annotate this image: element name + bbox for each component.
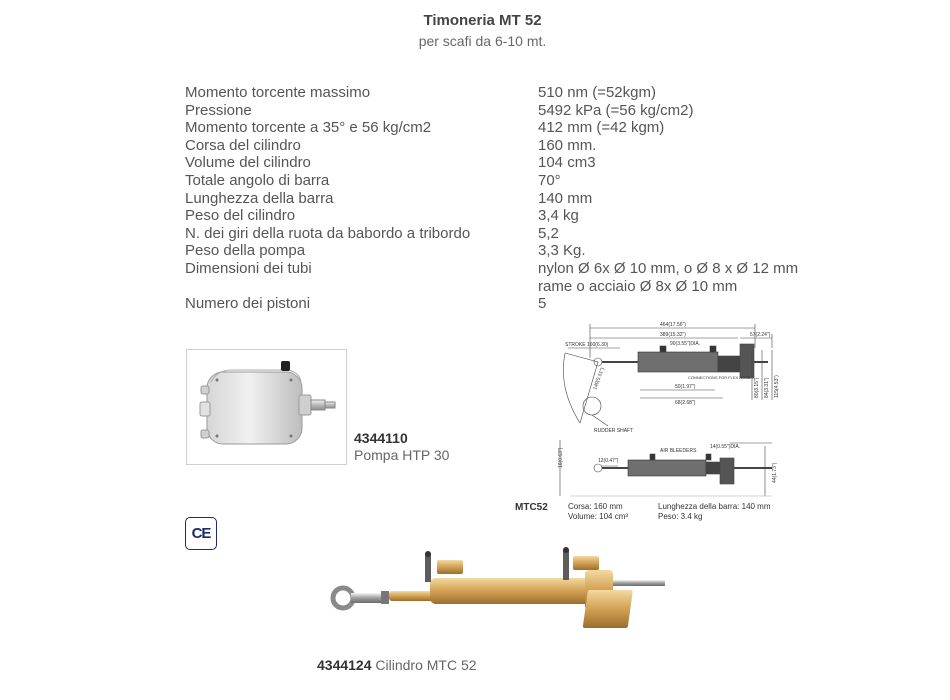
pump-illustration xyxy=(187,350,346,464)
pump-code: 4344110 xyxy=(354,430,408,446)
spec-row xyxy=(185,278,798,296)
spec-peso: Peso: 3.4 kg xyxy=(658,512,703,521)
spec-value: 140 mm xyxy=(538,189,593,207)
dimension-label: 44(1.73") xyxy=(772,462,778,483)
spec-label: Peso del cilindro xyxy=(185,207,296,225)
drawing-label: RUDDER SHAFT xyxy=(594,428,634,434)
cylinder-photo xyxy=(325,540,670,640)
spec-value: 70° xyxy=(538,171,561,189)
dimension-label: 50(1.97") xyxy=(675,384,696,390)
dimension-label: 14(0.55")DIA. xyxy=(710,444,741,450)
spec-row xyxy=(185,84,798,102)
page-subtitle: per scafi da 6-10 mt. xyxy=(418,33,547,49)
dimension-label: STROKE 160(6.30) xyxy=(565,342,609,348)
pump-name: Pompa HTP 30 xyxy=(354,447,450,463)
spec-volume: Volume: 104 cm³ xyxy=(568,512,629,521)
spec-value: 510 nm (=52kgm) xyxy=(538,84,656,101)
spec-label: Pressione xyxy=(185,101,252,119)
spec-label: Totale angolo di barra xyxy=(185,171,330,189)
dimension-label: 140(5.51") xyxy=(592,366,606,391)
dimension-label: 84(3.31") xyxy=(764,377,770,398)
pump-photo xyxy=(186,349,347,465)
spec-label: Numero dei pistoni xyxy=(185,295,311,313)
dimension-label: 16(0.63") xyxy=(558,447,564,468)
dimension-label: 115(4.53") xyxy=(774,375,780,398)
spec-row xyxy=(185,137,798,155)
spec-label: Dimensioni dei tubi xyxy=(185,259,312,277)
ce-mark: CE xyxy=(185,517,217,550)
spec-value: 5,2 xyxy=(538,224,559,242)
spec-value: 3,4 kg xyxy=(538,207,579,225)
spec-value: nylon Ø 6x Ø 10 mm, o Ø 8 x Ø 12 mm xyxy=(538,259,799,277)
spec-label xyxy=(185,278,538,296)
cylinder-name: Cilindro MTC 52 xyxy=(375,657,477,673)
spec-label: Peso della pompa xyxy=(185,242,306,260)
spec-row xyxy=(185,295,798,313)
spec-value: 3,3 Kg. xyxy=(538,242,586,260)
spec-row xyxy=(185,260,798,278)
dimension-label: 389(15.32") xyxy=(660,332,686,338)
spec-value: rame o acciaio Ø 8x Ø 10 mm xyxy=(538,277,738,295)
cylinder-code: 4344124 xyxy=(317,657,372,673)
cylinder-caption xyxy=(317,657,477,673)
spec-label: N. dei giri della ruota da babordo a tribordo xyxy=(185,224,471,242)
spec-value: 5492 kPa (=56 kg/cm2) xyxy=(538,101,694,119)
spec-row xyxy=(185,225,798,243)
spec-label: Volume del cilindro xyxy=(185,154,311,172)
spec-label: Momento torcente massimo xyxy=(185,84,371,101)
drawing-code: MTC52 xyxy=(515,502,548,513)
spec-row xyxy=(185,207,798,225)
technical-drawing xyxy=(510,318,790,523)
spec-corsa: Corsa: 160 mm xyxy=(568,502,623,511)
dimension-label: 80(3.15") xyxy=(754,377,760,398)
page-title: Timoneria MT 52 xyxy=(423,12,542,29)
spec-value: 160 mm. xyxy=(538,136,597,154)
spec-row xyxy=(185,102,798,120)
cylinder-illustration xyxy=(325,540,670,640)
spec-label: Corsa del cilindro xyxy=(185,136,301,154)
spec-row xyxy=(185,172,798,190)
spec-label: Momento torcente a 35° e 56 kg/cm2 xyxy=(185,119,432,137)
spec-label: Lunghezza della barra xyxy=(185,189,334,207)
spec-table xyxy=(185,84,798,313)
spec-row xyxy=(185,154,798,172)
dimension-label: 90(3.55")DIA. xyxy=(670,341,701,347)
drawing-label: AIR BLEEDERS xyxy=(660,448,697,454)
dimension-label: 464(17.56") xyxy=(660,322,686,328)
spec-lunghezza: Lunghezza della barra: 140 mm xyxy=(658,502,771,511)
spec-row xyxy=(185,242,798,260)
drawing-label: CONNECTIONS FOR FLEX HOSE xyxy=(688,375,751,380)
spec-value: 5 xyxy=(538,295,547,313)
spec-row xyxy=(185,190,798,208)
dimension-label: 12(0.47") xyxy=(598,458,619,464)
spec-value: 412 mm (=42 kgm) xyxy=(538,119,665,137)
spec-value: 104 cm3 xyxy=(538,154,596,172)
dimension-label: 57(2.24") xyxy=(750,332,771,338)
spec-row xyxy=(185,119,798,137)
dimension-label: 68(2.68") xyxy=(675,400,696,406)
